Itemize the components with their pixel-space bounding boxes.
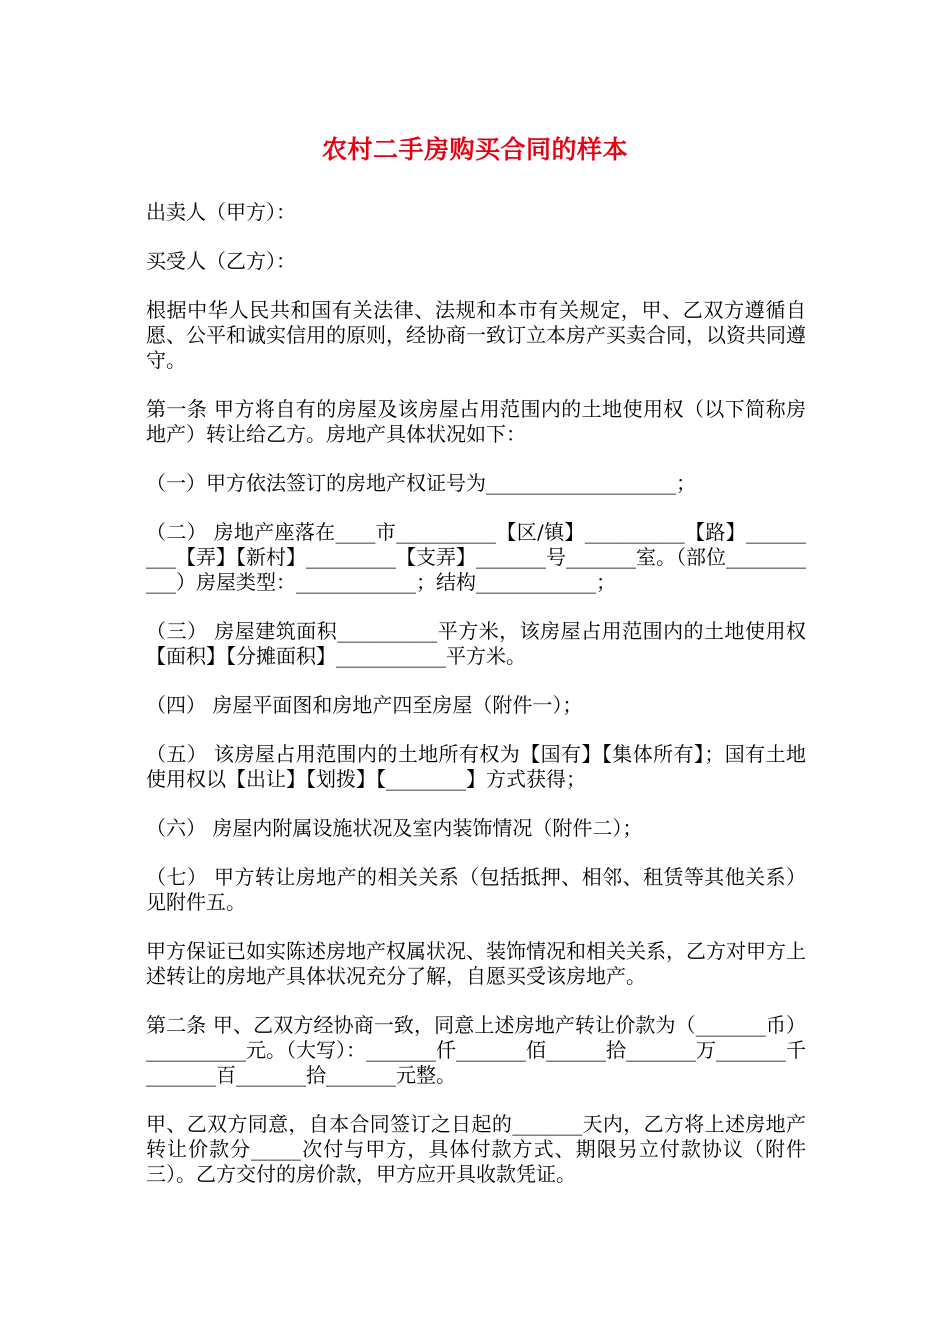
preamble-paragraph: 根据中华人民共和国有关法律、法规和本市有关规定，甲、乙双方遵循自愿、公平和诚实信用的原则，经协商一致订立本房产买卖合同，以资共同遵守。 (146, 298, 806, 372)
article-1-paragraph: 第一条 甲方将自有的房屋及该房屋占用范围内的土地使用权（以下简称房地产）转让给乙方。房地产具体状况如下： (146, 397, 806, 446)
document-body (146, 200, 806, 1211)
payment-paragraph: 甲、乙双方同意，自本合同签订之日起的_______天内，乙方将上述房地产转让价款分_____次付与甲方，具体付款方式、期限另立付款协议（附件三）。乙方交付的房价款，甲方应开具收款凭证。 (146, 1112, 806, 1186)
clause-7-paragraph: （七） 甲方转让房地产的相关关系（包括抵押、相邻、租赁等其他关系）见附件五。 (146, 865, 806, 914)
clause-4-paragraph: （四） 房屋平面图和房地产四至房屋（附件一）； (146, 693, 583, 717)
document-title: 农村二手房购买合同的样本 (321, 135, 628, 164)
buyer-line: 买受人（乙方）： (146, 249, 296, 273)
guarantee-paragraph: 甲方保证已如实陈述房地产权属状况、装饰情况和相关关系，乙方对甲方上述转让的房地产具体状况充分了解，自愿买受该房地产。 (146, 939, 806, 988)
clause-2-paragraph: （二） 房地产座落在____市__________【区/镇】__________【路】_________【弄】【新村】_________【支弄】_______号_______室。（部位___________）房屋类型：____________；结构____________； (146, 520, 806, 594)
clause-3-paragraph: （三） 房屋建筑面积__________平方米，该房屋占用范围内的土地使用权【面积】【分摊面积】___________平方米。 (146, 619, 806, 668)
clause-5-paragraph: （五） 该房屋占用范围内的土地所有权为【国有】【集体所有】；国有土地使用权以【出让】【划拨】【________】方式获得； (146, 742, 806, 791)
clause-6-paragraph: （六） 房屋内附属设施状况及室内装饰情况（附件二）； (146, 816, 643, 840)
clause-1-paragraph: （一）甲方依法签订的房地产权证号为___________________； (146, 471, 696, 495)
seller-line: 出卖人（甲方）： (146, 200, 296, 224)
article-2-paragraph: 第二条 甲、乙双方经协商一致，同意上述房地产转让价款为（_______币）__________元。（大写）：_______仟_______佰______拾_______万_______千_______百_______拾_______元整。 (146, 1013, 806, 1087)
